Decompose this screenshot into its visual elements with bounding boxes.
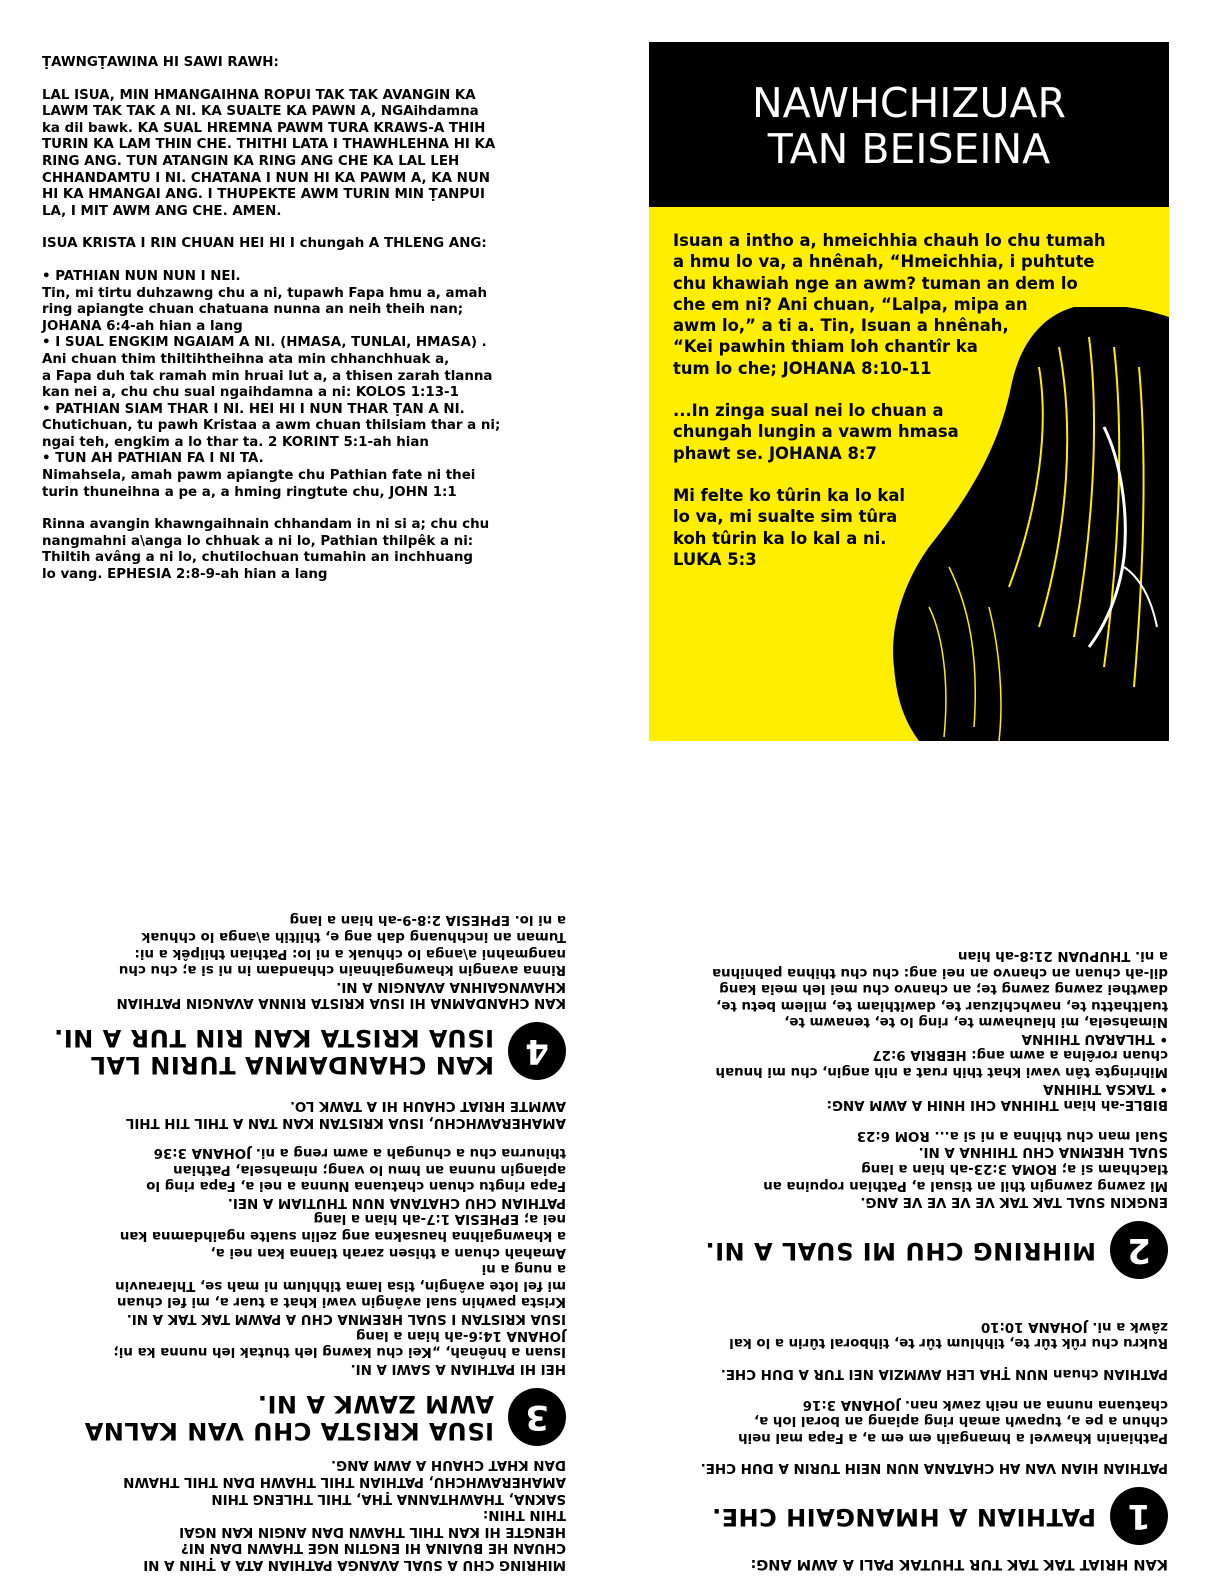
cover-title: NAWHCHIZUAR TAN BEISEINA bbox=[751, 79, 1067, 173]
step-3-subheading-4: AMAHERAWHCHU, ISUA KRISTAN KAN TAN A THIL TIH THIL AWMTE HRIAT CHAUH HI A TAWK LO. bbox=[125, 1097, 566, 1130]
step-3-subheading-3: PATHIAN CHU CHATANA NUN THUTIAM A NEI. bbox=[227, 1194, 566, 1210]
step-2-subheading: ENGKIN SUAL TAK TAK VE VE VE VE ANG. bbox=[860, 1194, 1168, 1210]
step-1-text: Pathianin khawvel a hmangaih em em a, a Fapa mal neih chhun a pe a, tupawh amah ring apiang an boral loh a, chatuana nunna an neih zawk nan. JOHANA 3:16 bbox=[738, 1396, 1168, 1445]
step-4-number: 4 bbox=[508, 1022, 566, 1080]
step-3-number: 3 bbox=[508, 1388, 566, 1446]
step-2-text-2: Sual man chu thihna a ni si a... ROM 6:23 bbox=[856, 1127, 1168, 1143]
step-3-subheading: HEI HI PATHIAN A SAWI A NI. bbox=[350, 1360, 566, 1376]
step-4-subheading: KAN CHANDAMNA HI ISUA KRISTA RINNA AVANGIN PATHIAN KHAWNGAIHNA AVANGIN A NI. bbox=[116, 978, 566, 1011]
step-1-title: PATHIAN A HMANGAIH CHE. bbox=[711, 1502, 1096, 1531]
quote-block bbox=[673, 230, 1153, 591]
prayer-text: LAL ISUA, MIN HMANGAIHNA ROPUI TAK TAK AVANGIN KA LAWM TAK TAK A NI. KA SUALTE KA PAWN A, NGAihdamna ka dil bawk. KA SUAL HREMNA PAWM TURA KRAWS-A THIH TURIN KA LAM THIN CHE. THITHI LATA I THAWHLEHNA HI KA RING ANG. TUN ATANGIN KA RING ANG CHE KA LAL LEH CHHANDAMTU I NI. CHATANA I NUN HI KA PAWM A, KA NUN HI KA HMANGAI ANG. I THUPEKTE AWM TURIN MIN ṬANPUI LA, I MIT AWM ANG CHE. AMEN. bbox=[42, 87, 496, 219]
step-2-subheading-2: SUAL HREMNA CHU THIHNA A NI. bbox=[918, 1144, 1168, 1160]
inside-panel-rotated bbox=[0, 792, 1224, 1584]
step-3-text: Isuan a hnênah, „Kei chu kawng leh thutak leh nunna ka ni; JOHANA 14:6-ah hian a lang bbox=[113, 1327, 566, 1360]
step-3-text-2: Krista pawhin sual avângin vawi khat a tuar a, mi fel chuan mi fel lote avângin, tisa lama tihhlum ni mah se, Thlarauvin a nung a ni Amahah chuan a thisen zarah tlanna kan nei a, a khawngaihna hausakna ang zelin sualte ngaihdamna kan nei a; EPHESIA 1:7-ah hian a lang bbox=[115, 1211, 566, 1310]
four-truths-intro: KAN HRIAT TAK TAK TUR THUTAK PALI A AWM ANG: bbox=[750, 1556, 1168, 1572]
step-2-number: 2 bbox=[1110, 1221, 1168, 1279]
prayer-section bbox=[42, 55, 582, 584]
quote-luke-5-3: Mi felte ko tûrin ka lo kal lo va, mi sualte sim tûra koh tûrin ka lo kal a ni. LUKA 5:3 bbox=[673, 485, 905, 569]
step-3-heading bbox=[46, 1388, 566, 1446]
promise-list: • PATHIAN NUN NUN I NEI. Tin, mi tirtu duhzawng chu a ni, tupawh Fapa hmu a, amah ring apiangte chuan chatuana nunna an neih theih nan; JOHANA 6:4-ah hian a lang • I SUAL ENGKIM NGAIAM A NI. (HMASA, TUNLAI, HMASA) . Ani chuan thim thiltihtheihna ata min chhanchhuak a, a Fapa duh tak ramah min hruai lut a, a thisen zarah tlanna kan nei a, chu chu sual ngaihdamna a ni: KOLOS 1:13-1 • PATHIAN SIAM THAR I NI. HEI HI I NUN THAR ṬAN A NI. Chutichuan, tu pawh Kristaa a awm chuan thilsiam thar a ni; ngai teh, engkim a lo thar ta. 2 KORINT 5:1-ah hian • TUN AH PATHIAN FA I NI TA. Nimahsela, amah pawm apiangte chu Pathian fate ni thei turin thuneihna a pe a, a hming ringtute chu, JOHN 1:1 bbox=[42, 268, 501, 500]
step-2-subheading-3: BIBLE-ah hian THIHNA CHI HNIH A AWM ANG: bbox=[826, 1097, 1168, 1113]
step-1-subheading: PATHIAN HIAN VAN AH CHATANA NUN NEIH TURIN A DUH CHE. bbox=[700, 1460, 1168, 1476]
step-3-intro: MIHRING CHU A SUAL AVANGA PATHIAN ATA A ṬHIN A NI CHUAN HE BUAINA HI ENGTIN NGE THAWN DAN NI? HENGTE HI KAN THIL THAWN DAN ANGIN KAN NGAI THIN THIN: SAKNA, THAWHTANNA ṬHA, THIL THLENG THIN AMAHERAWHCHU, PATHIAN THIL THAWH DAN THIL THAWN DAN KHAT CHAUH A AWM ANG. bbox=[123, 1457, 566, 1572]
quote-panel bbox=[649, 207, 1169, 741]
step-1-text-2: Rukru chu rûk tûr te, tihhlum tûr te, tihboral tûrin a lo kal zâwk a ni. JOHANA 10:10 bbox=[729, 1318, 1168, 1351]
steps-3-4-column bbox=[46, 911, 566, 1572]
step-4-heading bbox=[46, 1022, 566, 1080]
step-2-title: MIHRING CHU MI SUAL A NI. bbox=[705, 1236, 1096, 1265]
closing-verse: Rinna avangin khawngaihnain chhandam in ni si a; chu chu nangmahni a\anga lo chhuak a ni lo, Pathian thilpêk a ni: Thiltih avâng a ni lo, chutilochuan tumahin an inchhuang lo vang. EPHESIA 2:8-9-ah hian a lang bbox=[42, 517, 490, 583]
step-3-subheading-2: ISUA KRISTAN I SUAL HREMNA CHU A PAWM TAK TAK A NI. bbox=[126, 1311, 566, 1327]
step-1-heading bbox=[648, 1487, 1168, 1545]
step-2-text-3: • TAKSA THIHNA Mihringte tân vawi khat thih ruat a nih angin, chu mi hnuah chuan rorêlna a awm ang: HEBRIA 9:27 • THLARAU THIHNA Nimahsela, mi hlauhawm te, ring lo te, tenawm te, tualthattu te, nawhchizuar te, dawithiam te, milem betu te, dawthei zawng zawng te; an chanvo chu mei leh meia kang dil-ah chuan an chanvo an nei ang: chu chu thihna pahnihna a ni. THUPUAN 21:8-ah hian bbox=[712, 947, 1168, 1096]
quote-john-8-7: ...In zinga sual nei lo chuan a chungah lungin a vawm hmasa phawt se. JOHANA 8:7 bbox=[673, 401, 959, 463]
quote-john-8-10: Isuan a intho a, hmeichhia chauh lo chu tumah a hmu lo va, a hnênah, “Hmeichhia, i puhtute chu khawiah nge an awm? tuman an dem lo che em ni? Ani chuan, “Lalpa, mipa an awm lo,” a ti a. Tin, Isuan a hnênah, “Kei pawhin thiam loh chantîr ka tum lo che; JOHANA 8:10-11 bbox=[673, 231, 1106, 378]
prayer-heading: ṬAWNGṬAWINA HI SAWI RAWH: bbox=[42, 55, 279, 70]
steps-1-2-column bbox=[648, 946, 1168, 1572]
step-3-title: ISUA KRISTA CHU VAN KALNA AWM ZAWK A NI. bbox=[84, 1389, 494, 1445]
promise-heading: ISUA KRISTA I RIN CHUAN HEI HI I chungah A THLENG ANG: bbox=[42, 236, 487, 252]
cover-panel bbox=[649, 42, 1169, 741]
step-2-heading bbox=[648, 1221, 1168, 1279]
step-1-subheading-2: PATHIAN chuan NUN ṬHA LEH AWMZIA NEI TUR A DUH CHE. bbox=[720, 1366, 1168, 1382]
step-1-number: 1 bbox=[1110, 1487, 1168, 1545]
step-2-text: Mi zawng zawngin thil an tisual a, Pathian ropuina an tlachham si a; ROMA 3:23-ah hian a lang bbox=[763, 1161, 1168, 1193]
step-3-text-3: Fapa ringtu chuan chatuana Nunna a nei a, Fapa ring lo apiangin nunna an hmu lo vang; nimahsela, Pathian thinurna chu a chungah a awm reng a ni. JOHANA 3:36 bbox=[146, 1145, 566, 1194]
step-4-title: KAN CHANDAMNA TURIN LAL ISUA KRISTA KAN RIN TUR A NI. bbox=[53, 1024, 494, 1080]
step-4-text: Rinna avangin khawngaihnain chhandam in ni si a; chu chu nangmahni a\anga lo chhuak a ni lo: Pathian thilpêk a ni: Tuman an inchhuang dah ang e, thiltih a\anga lo chhuak a ni lo. EPHESIA 2:8-9-ah hian a lang bbox=[118, 912, 566, 978]
